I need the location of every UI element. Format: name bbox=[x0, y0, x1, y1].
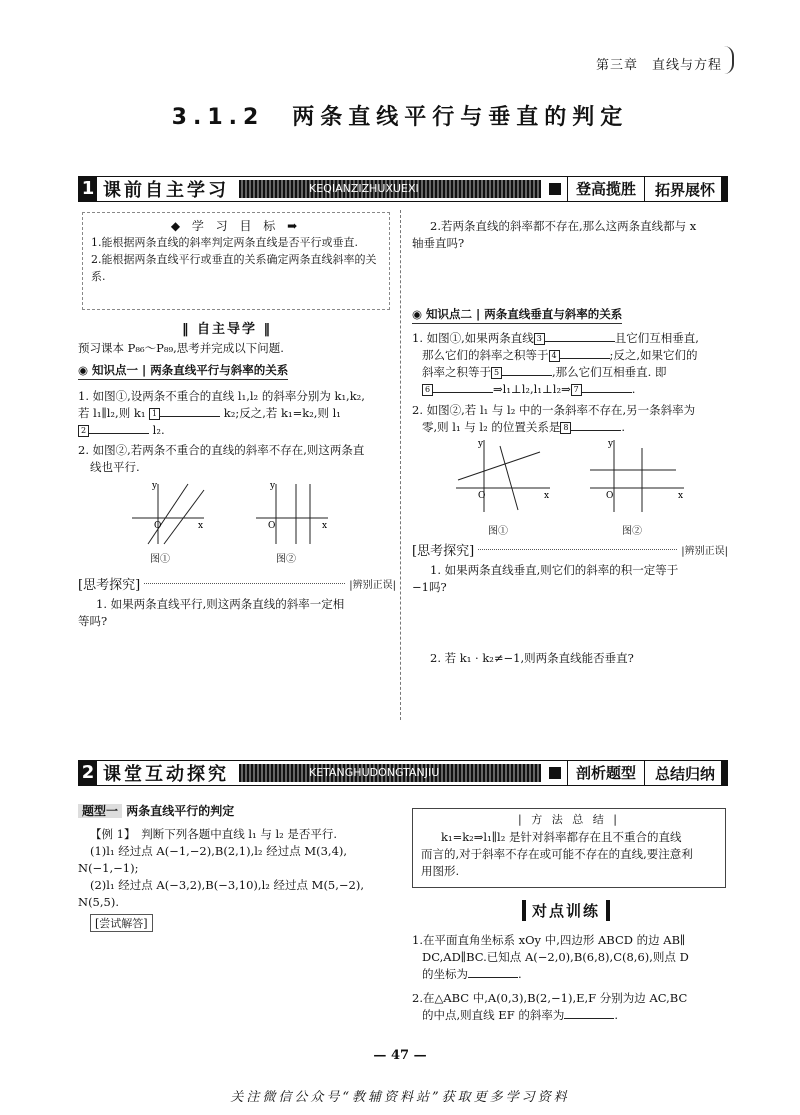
banner-end-bar bbox=[721, 177, 727, 201]
page-number: — 47 — bbox=[373, 1048, 427, 1063]
banner-end-bar bbox=[721, 761, 727, 785]
svg-text:y: y bbox=[478, 439, 484, 449]
question-type-heading: 题型一 两条直线平行的判定 bbox=[78, 802, 234, 819]
chapter-header: 第三章 直线与方程 bbox=[595, 58, 722, 73]
kp1-question-2: 2. 如图②,若两条不重合的直线的斜率不存在,则这两条直 线也平行. bbox=[78, 443, 365, 474]
example-1: 【例 1】 判断下列各题中直线 l₁ 与 l₂ 是否平行. (1)l₁ 经过点 A(−1,−2),B(2,1),l₂ 经过点 M(3,4), N(−1,−1); (2)l₁ 经过点 A(−3,2),B(−3,10),l₂ 经过点 M(5,−2), N(5,5). bbox=[78, 827, 364, 909]
think-question-4: 2. 若 k₁ · k₂≠−1,则两条直线能否垂直? bbox=[430, 651, 634, 665]
self-study-heading: ‖ 自主导学 ‖ bbox=[182, 322, 273, 337]
blank-number: 1 bbox=[149, 408, 160, 420]
banner-title: 课前自主学习 bbox=[103, 180, 229, 201]
kp2-question-1: 1. 如图①,如果两条直线 3 且它们互相垂直, 那么它们的斜率之积等于 4 ;反之,如果它们的 斜率之积等于 5 ,那么它们互相垂直. 即 6 ⇒l₁⊥l₂,l₁⊥l₂⇒ 7 . bbox=[412, 331, 699, 396]
square-icon bbox=[549, 767, 561, 779]
figure-axis-parallel-lines bbox=[586, 436, 686, 514]
banner-number: 2 bbox=[79, 761, 97, 785]
method-heading: | 方 法 总 结 | bbox=[518, 813, 620, 826]
figure-perpendicular-lines bbox=[452, 436, 552, 514]
svg-text:x: x bbox=[198, 521, 204, 531]
banner-tag: 登高揽胜 bbox=[567, 177, 645, 201]
try-answer-tag: [尝试解答] bbox=[90, 914, 153, 932]
svg-text:y: y bbox=[152, 481, 158, 491]
svg-text:O: O bbox=[478, 491, 486, 501]
think-question-3: 1. 如果两条直线垂直,则它们的斜率的积一定等于 −1吗? bbox=[412, 563, 679, 594]
section-banner-2 bbox=[78, 760, 728, 786]
kp2-question-2: 2. 如图②,若 l₁ 与 l₂ 中的一条斜率不存在,另一条斜率为 零,则 l₁ 与 l₂ 的位置关系是 8 . bbox=[412, 403, 696, 434]
banner-title: 课堂互动探究 bbox=[103, 764, 229, 785]
svg-text:y: y bbox=[270, 481, 276, 491]
knowledge-point-1: ◉ 知识点一 | 两条直线平行与斜率的关系 bbox=[78, 362, 288, 380]
think-question-2: 2.若两条直线的斜率都不存在,那么这两条直线都与 x 轴垂直吗? bbox=[412, 219, 697, 250]
answer-blank bbox=[89, 433, 149, 434]
think-question-1: 1. 如果两条直线平行,则这两条直线的斜率一定相 等吗? bbox=[78, 597, 345, 628]
svg-text:x: x bbox=[322, 521, 328, 531]
svg-text:x: x bbox=[544, 491, 550, 501]
svg-text:y: y bbox=[608, 439, 614, 449]
think-explore-header: [思考探究] |辨别正误| bbox=[78, 578, 396, 593]
learning-goals-box bbox=[82, 212, 390, 310]
method-summary-box: | 方 法 总 结 | k₁=k₂⇒l₁∥l₂ 是针对斜率都存在且不重合的直线 而言的,对于斜率不存在或可能不存在的直线,要注意利 用图形. bbox=[412, 808, 726, 888]
header-bracket bbox=[724, 46, 734, 74]
svg-text:x: x bbox=[678, 491, 684, 501]
kp1-question-1: 1. 如图①,设两条不重合的直线 l₁,l₂ 的斜率分别为 k₁,k₂, 若 l₁∥l₂,则 k₁ 1 k₂;反之,若 k₁=k₂,则 l₁ 2 l₂. bbox=[78, 389, 365, 437]
figure-label: 图① bbox=[488, 526, 508, 537]
training-question-1: 1.在平面直角坐标系 xOy 中,四边形 ABCD 的边 AB∥ DC,AD∥BC.已知点 A(−2,0),B(6,8),C(8,6),则点 D 的坐标为 . bbox=[412, 933, 689, 981]
column-divider bbox=[400, 210, 401, 720]
think-explore-header: [思考探究] |辨别正误| bbox=[412, 544, 728, 559]
figure-parallel-slopes bbox=[128, 478, 208, 546]
training-question-2: 2.在△ABC 中,A(0,3),B(2,−1),E,F 分别为边 AC,BC 的中点,则直线 EF 的斜率为 . bbox=[412, 991, 688, 1022]
banner-pinyin: KEQIANZIZHUXUEXI bbox=[239, 180, 541, 198]
svg-text:O: O bbox=[268, 521, 276, 531]
footer-note: 关注微信公众号“教辅资料站”获取更多学习资料 bbox=[230, 1090, 570, 1105]
figure-label: 图① bbox=[150, 554, 170, 565]
banner-pinyin: KETANGHUDONGTANJIU bbox=[239, 764, 541, 782]
knowledge-point-2: ◉ 知识点二 | 两条直线垂直与斜率的关系 bbox=[412, 306, 622, 324]
banner-number: 1 bbox=[79, 177, 97, 201]
preview-text: 预习课本 P₈₆～P₈₉,思考并完成以下问题. bbox=[78, 341, 284, 355]
goals-heading: ◆ 学 习 目 标 ➡ bbox=[170, 219, 302, 233]
figure-label: 图② bbox=[622, 526, 642, 537]
goal-item: 1.能根据两条直线的斜率判定两条直线是否平行或垂直. bbox=[91, 236, 358, 249]
training-heading: 对点训练 bbox=[522, 900, 610, 921]
square-icon bbox=[549, 183, 561, 195]
goal-item: 2.能根据两条直线平行或垂直的关系确定两条直线斜率的关系. bbox=[91, 253, 377, 283]
figure-label: 图② bbox=[276, 554, 296, 565]
answer-blank bbox=[160, 416, 220, 417]
banner-tag: 总结归纳 bbox=[654, 764, 715, 783]
figure-vertical-lines bbox=[252, 478, 332, 546]
page-title: 3.1.2 两条直线平行与垂直的判定 bbox=[171, 105, 629, 130]
blank-number: 2 bbox=[78, 425, 89, 437]
banner-tag: 剖析题型 bbox=[567, 761, 645, 785]
banner-tag: 拓界展怀 bbox=[654, 180, 715, 199]
svg-text:O: O bbox=[154, 521, 162, 531]
section-banner-1 bbox=[78, 176, 728, 202]
svg-text:O: O bbox=[606, 491, 614, 501]
